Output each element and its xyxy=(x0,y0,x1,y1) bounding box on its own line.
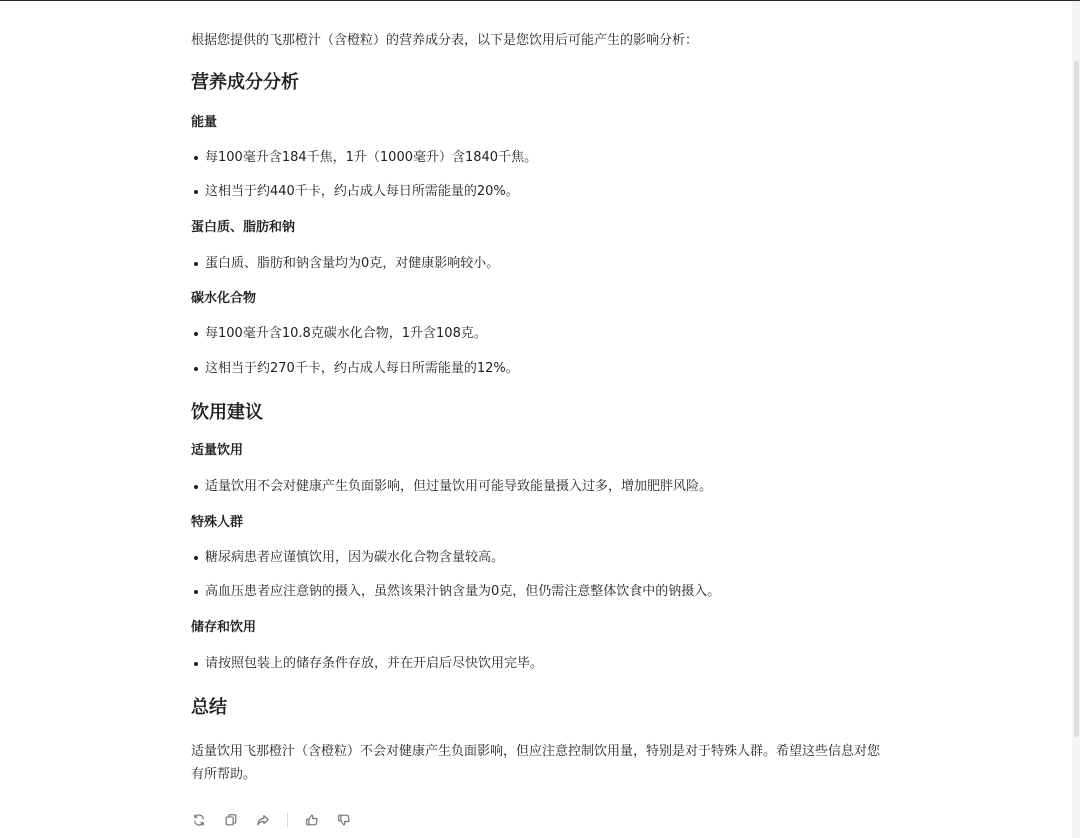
dislike-button[interactable] xyxy=(336,812,352,828)
action-separator xyxy=(287,813,288,827)
summary-paragraph: 适量饮用飞那橙汁（含橙粒）不会对健康产生负面影响，但应注意控制饮用量，特别是对于特殊人群。希望这些信息对您有所帮助。 xyxy=(191,744,881,782)
list-item: 适量饮用不会对健康产生负面影响，但过量饮用可能导致能量摄入过多，增加肥胖风险。 xyxy=(205,477,712,497)
list-item: 高血压患者应注意钠的摄入，虽然该果汁钠含量为0克，但仍需注意整体饮食中的钠摄入。 xyxy=(205,582,720,602)
list-item: 这相当于约270千卡，约占成人每日所需能量的12%。 xyxy=(205,359,519,379)
subheading-moderate-drinking: 适量饮用 xyxy=(191,443,244,458)
intro-text: 根据您提供的飞那橙汁（含橙粒）的营养成分表，以下是您饮用后可能产生的影响分析： xyxy=(191,33,699,48)
list-item: 这相当于约440千卡，约占成人每日所需能量的20%。 xyxy=(205,182,519,202)
list-item: 蛋白质、脂肪和钠含量均为0克，对健康影响较小。 xyxy=(205,254,499,274)
subheading-energy: 能量 xyxy=(191,115,218,130)
list-item: 每100毫升含184千焦，1升（1000毫升）含1840千焦。 xyxy=(205,148,537,168)
regenerate-button[interactable] xyxy=(191,812,207,828)
subheading-protein-fat-sodium: 蛋白质、脂肪和钠 xyxy=(191,220,296,235)
thumbs-up-icon xyxy=(305,813,319,827)
list-item: 糖尿病患者应谨慎饮用，因为碳水化合物含量较高。 xyxy=(205,548,504,568)
window-top-border xyxy=(0,0,1080,1)
subheading-special-groups: 特殊人群 xyxy=(191,515,244,530)
share-icon xyxy=(256,813,270,827)
share-button[interactable] xyxy=(255,812,271,828)
scrollbar-thumb[interactable] xyxy=(1074,61,1079,737)
subheading-carbohydrates: 碳水化合物 xyxy=(191,291,257,306)
list-item: 请按照包装上的储存条件存放，并在开启后尽快饮用完毕。 xyxy=(205,654,543,674)
subheading-storage: 储存和饮用 xyxy=(191,620,257,635)
refresh-icon xyxy=(192,813,206,827)
copy-icon xyxy=(224,813,238,827)
like-button[interactable] xyxy=(304,812,320,828)
section-heading-nutrition: 营养成分分析 xyxy=(191,72,299,93)
message-action-bar xyxy=(191,810,368,830)
list-item: 每100毫升含10.8克碳水化合物，1升含108克。 xyxy=(205,324,487,344)
thumbs-down-icon xyxy=(337,813,351,827)
scrollbar-track[interactable] xyxy=(1072,1,1080,838)
section-heading-summary: 总结 xyxy=(191,697,227,718)
copy-button[interactable] xyxy=(223,812,239,828)
section-heading-advice: 饮用建议 xyxy=(191,402,263,423)
